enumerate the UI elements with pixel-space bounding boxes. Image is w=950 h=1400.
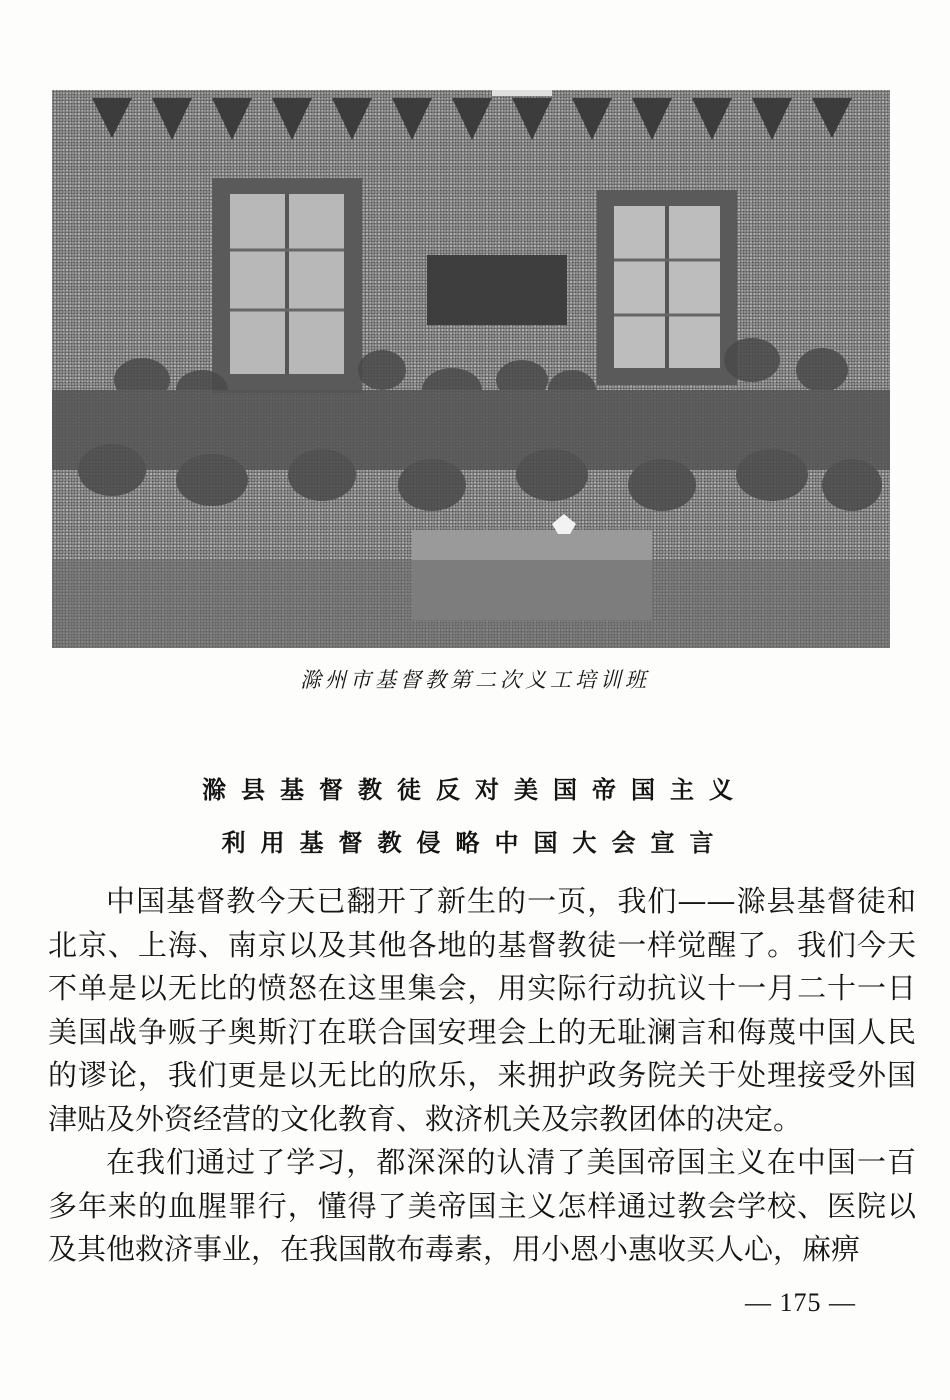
paragraph-1: 中国基督教今天已翻开了新生的一页，我们——滁县基督徒和北京、上海、南京以及其他各地的基督教徒一样觉醒了。我们今天不单是以无比的愤怒在这里集会，用实际行动抗议十一月二十一日美国战争贩子奥斯汀在联合国安理会上的无耻澜言和侮蔑中国人民的谬论，我们更是以无比的欣乐，来拥护政务院关于处理接受外国津贴及外资经营的文化教育、救济机关及宗教团体的决定。: [48, 884, 916, 1136]
page-number: — 175 —: [745, 1288, 856, 1317]
photo-caption: 滁州市基督教第二次义工培训班: [300, 668, 650, 692]
bunting-flags: [92, 98, 852, 140]
paragraph-2: 在我们通过了学习，都深深的认清了美国帝国主义在中国一百多年来的血腥罪行，懂得了美帝国主义怎样通过教会学校、医院以及其他救济事业，在我国散布毒素，用小恩小惠收买人心，麻痹: [48, 1145, 916, 1266]
training-class-photo: [52, 90, 890, 648]
photo-scene: [52, 90, 890, 648]
article-title-line-2: 利用基督教侵略中国大会宣言: [221, 828, 729, 857]
article-body: [48, 880, 916, 1272]
audience-crowd: [52, 338, 890, 511]
article-title-line-1: 滁县基督教徒反对美国帝国主义: [202, 775, 748, 804]
